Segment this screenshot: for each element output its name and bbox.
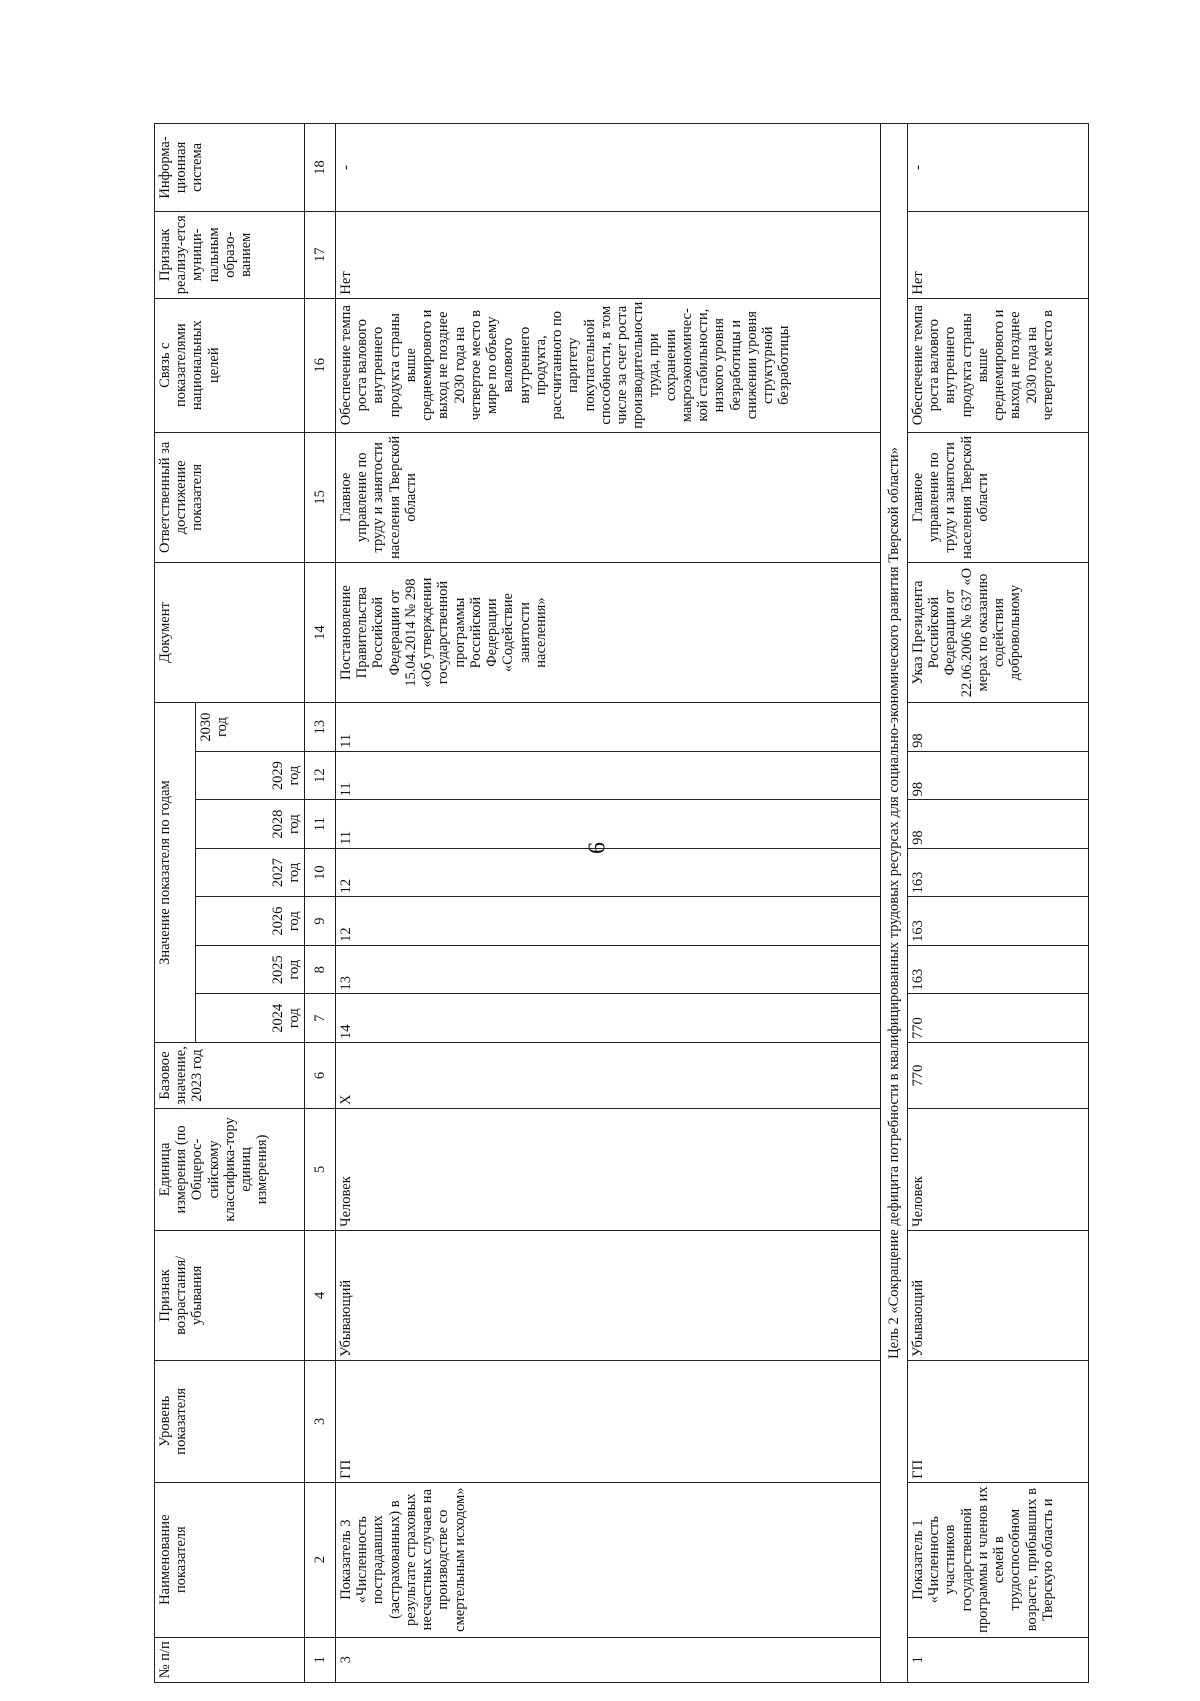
page-number: 6	[584, 842, 611, 854]
row-trend: Убывающий	[336, 1230, 881, 1360]
row-national-goal: Обеспечение темпа роста валового внутреннего продукта страны выше среднемирового и выход не позднее 2030 года на четвертое место в мире по объему валового внутреннего продукта, рассчитанного по паритету покупательной способности, в том числе за счет роста производительности труда, при сохранении макроэкономичес-кой стабильности, низкого уровня безработицы и снижении уровня структурной безработицы	[336, 298, 881, 432]
colnum: 6	[305, 1042, 336, 1108]
row-municipal: Нет	[908, 211, 1089, 298]
row-unit: Человек	[908, 1109, 1089, 1231]
rotated-table-container	[154, 123, 1114, 1683]
row-value-2024: 14	[336, 994, 881, 1043]
row-responsible: Главное управление по труду и занятости населения Тверской области	[908, 432, 1089, 562]
row-info-system: -	[908, 124, 1089, 212]
header-trend: Признак возрастания/ убывания	[155, 1230, 305, 1360]
row-value-2025: 163	[908, 945, 1089, 994]
row-value-2030: 98	[908, 703, 1089, 752]
colnum: 18	[305, 124, 336, 212]
colnum: 17	[305, 211, 336, 298]
colnum: 3	[305, 1360, 336, 1482]
row-level: ГП	[336, 1360, 881, 1482]
header-base: Базовое значение, 2023 год	[155, 1042, 305, 1108]
colnum: 14	[305, 562, 336, 702]
header-national-goal: Связь с показателями национальных целей	[155, 298, 305, 432]
row-num: 3	[336, 1637, 881, 1682]
row-national-goal: Обеспечение темпа роста валового внутреннего продукта страны выше среднемирового и выход не позднее 2030 года на четвертое место в	[908, 298, 1089, 432]
row-municipal: Нет	[336, 211, 881, 298]
table-row	[908, 124, 1089, 1683]
header-municipal: Признак реализу-ется муници-пальным образо-ванием	[155, 211, 305, 298]
row-num: 1	[908, 1637, 1089, 1682]
colnum: 4	[305, 1230, 336, 1360]
header-info-system: Информа-ционная система	[155, 124, 305, 212]
header-year-2029: 2029 год	[196, 751, 305, 800]
row-info-system: -	[336, 124, 881, 212]
colnum: 2	[305, 1482, 336, 1637]
row-name: Показатель 1 «Численность участников государственной программы и членов их семей в трудоспособном возрасте, прибывших в Тверскую область и	[908, 1482, 1089, 1637]
row-value-2027: 163	[908, 848, 1089, 897]
header-name: Наименование показателя	[155, 1482, 305, 1637]
header-unit: Единица измерения (по Общерос-сийскому классифика-тору единиц измерения)	[155, 1109, 305, 1231]
colnum: 13	[305, 703, 336, 752]
colnum: 9	[305, 897, 336, 946]
colnum: 5	[305, 1109, 336, 1231]
header-year-2024: 2024 год	[196, 994, 305, 1043]
row-document: Постановление Правительства Российской Федерации от 15.04.2014 № 298 «Об утверждении государственной программы Российской Федерации «Содействие занятости населения»	[336, 562, 881, 702]
colnum: 15	[305, 432, 336, 562]
colnum: 16	[305, 298, 336, 432]
goal-row	[881, 124, 908, 1683]
goal-title: Цель 2 «Сокращение дефицита потребности в квалифицированных трудовых ресурсах для социально-экономического развития Тверской области»	[881, 124, 908, 1683]
indicators-table	[154, 123, 1089, 1683]
row-level: ГП	[908, 1360, 1089, 1482]
row-responsible: Главное управление по труду и занятости населения Тверской области	[336, 432, 881, 562]
colnum: 12	[305, 751, 336, 800]
header-year-2026: 2026 год	[196, 897, 305, 946]
row-value-2030: 11	[336, 703, 881, 752]
row-unit: Человек	[336, 1109, 881, 1231]
row-trend: Убывающий	[908, 1230, 1089, 1360]
header-document: Документ	[155, 562, 305, 702]
row-value-2029: 98	[908, 751, 1089, 800]
row-value-2026: 12	[336, 897, 881, 946]
row-name: Показатель 3 «Численность пострадавших (застрахованных) в результате страховых несчастных случаев на производстве со смертельным исходом»	[336, 1482, 881, 1637]
row-value-2025: 13	[336, 945, 881, 994]
row-value-2027: 12	[336, 848, 881, 897]
header-year-2025: 2025 год	[196, 945, 305, 994]
header-responsible: Ответственный за достижение показателя	[155, 432, 305, 562]
row-base: X	[336, 1042, 881, 1108]
header-year-2027: 2027 год	[196, 848, 305, 897]
colnum: 11	[305, 800, 336, 849]
row-base: 770	[908, 1042, 1089, 1108]
header-num: № п/п	[155, 1637, 305, 1682]
row-document: Указ Президента Российской Федерации от 22.06.2006 № 637 «О мерах по оказанию содействия добровольному	[908, 562, 1089, 702]
row-value-2028: 11	[336, 800, 881, 849]
row-value-2026: 163	[908, 897, 1089, 946]
colnum: 7	[305, 994, 336, 1043]
colnum: 8	[305, 945, 336, 994]
header-level: Уровень показателя	[155, 1360, 305, 1482]
header-values-by-year: Значение показателя по годам	[155, 703, 196, 1043]
header-year-2028: 2028 год	[196, 800, 305, 849]
header-year-2030: 2030 год	[196, 703, 305, 752]
row-value-2024: 770	[908, 994, 1089, 1043]
colnum: 1	[305, 1637, 336, 1682]
table-row	[336, 124, 881, 1683]
row-value-2029: 11	[336, 751, 881, 800]
row-value-2028: 98	[908, 800, 1089, 849]
colnum: 10	[305, 848, 336, 897]
column-numbers-row	[305, 124, 336, 1683]
